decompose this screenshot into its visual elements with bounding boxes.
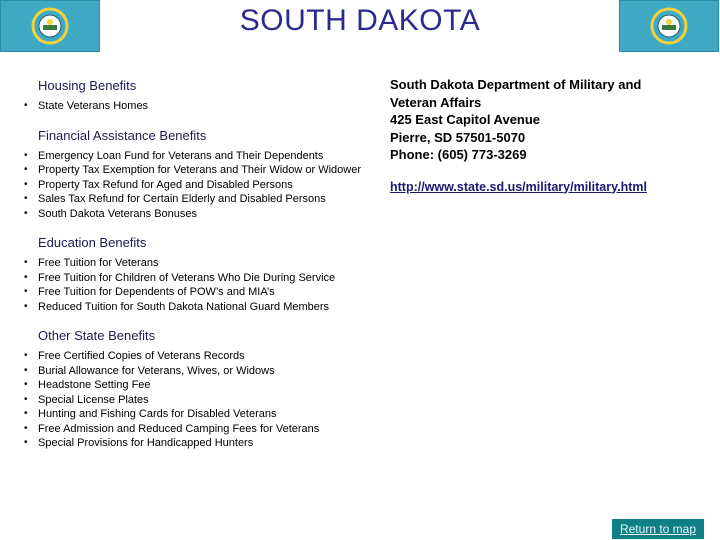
list-item: • Free Tuition for Veterans (24, 256, 364, 271)
list-item: • Property Tax Refund for Aged and Disabled Persons (24, 178, 364, 193)
section-heading: Other State Benefits (38, 328, 156, 343)
list-item: • Sales Tax Refund for Certain Elderly and Disabled Persons (24, 192, 364, 207)
contact-line: Pierre, SD 57501-5070 (390, 129, 526, 145)
list-item: • Special Provisions for Handicapped Hunters (24, 436, 364, 451)
list-item: • Emergency Loan Fund for Veterans and Their Dependents (24, 149, 364, 164)
list-item: • Headstone Setting Fee (24, 378, 364, 393)
page-title: SOUTH DAKOTA (239, 4, 481, 37)
contact-line: South Dakota Department of Military and (390, 77, 642, 92)
list-item: • Special License Plates (24, 393, 364, 408)
contact-block (390, 76, 700, 164)
section-heading: Financial Assistance Benefits (38, 127, 207, 143)
list-item: • Free Tuition for Children of Veterans Who Die During Service (24, 271, 364, 286)
section-other (24, 328, 364, 451)
return-to-map-button[interactable]: Return to map (612, 519, 704, 539)
section-housing (24, 78, 364, 114)
list-item: • Free Tuition for Dependents of POW’s and MIA’s (24, 285, 364, 300)
list-item: • Free Certified Copies of Veterans Records (24, 349, 364, 364)
section-heading: Housing Benefits (38, 78, 137, 93)
benefits-column (24, 78, 364, 465)
contact-line: Veteran Affairs (390, 94, 482, 110)
list-item: • South Dakota Veterans Bonuses (24, 207, 364, 222)
list-item: • Reduced Tuition for South Dakota National Guard Members (24, 300, 364, 315)
list-item: • Property Tax Exemption for Veterans and Their Widow or Widower (24, 163, 364, 178)
list-item: • Hunting and Fishing Cards for Disabled Veterans (24, 407, 364, 422)
contact-column (390, 76, 700, 194)
contact-line: Phone: (605) 773-3269 (390, 147, 527, 162)
list-item: • Burial Allowance for Veterans, Wives, or Widows (24, 364, 364, 379)
section-financial (24, 128, 364, 222)
section-heading: Education Benefits (38, 235, 147, 250)
list-item: • State Veterans Homes (24, 99, 364, 114)
list-item: • Free Admission and Reduced Camping Fees for Veterans (24, 422, 364, 437)
contact-line: 425 East Capitol Avenue (390, 112, 541, 127)
section-education (24, 235, 364, 314)
website-link[interactable]: http://www.state.sd.us/military/military.html (390, 179, 647, 194)
